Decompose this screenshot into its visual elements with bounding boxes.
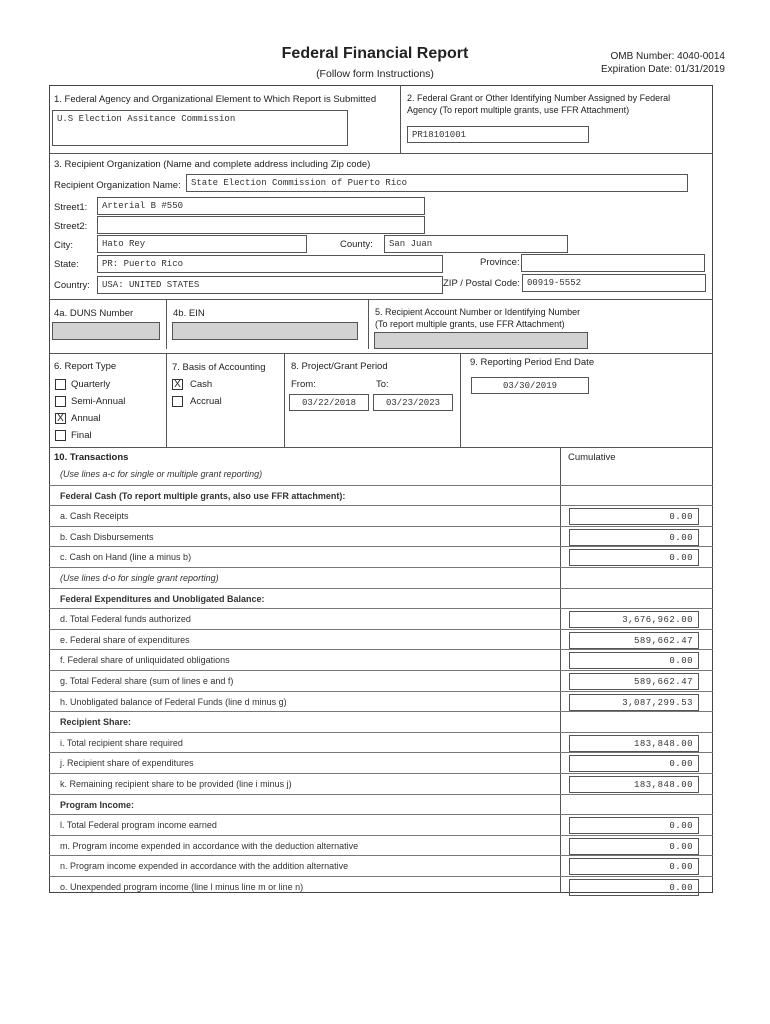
cumulative-value-field[interactable]: 0.00 [569,858,699,875]
cumulative-value-field[interactable]: 183,848.00 [569,776,699,793]
row-label: i. Total recipient share required [60,737,183,748]
option-quarterly[interactable] [55,376,125,393]
table-row [49,629,713,650]
cumulative-value-field[interactable]: 0.00 [569,529,699,546]
country-label: Country: [54,280,90,291]
table-row [49,670,713,691]
table-row [49,814,713,835]
table-row [49,876,713,897]
row-label: m. Program income expended in accordance with the deduction alternative [60,840,359,851]
table-row [49,855,713,876]
row-label: l. Total Federal program income earned [60,820,217,831]
city-field[interactable]: Hato Rey [97,235,307,253]
row-label: d. Total Federal funds authorized [60,614,191,625]
divider [166,299,167,349]
option-label: Quarterly [71,378,111,390]
option-label: Final [71,429,92,441]
report-type-label: 6. Report Type [54,361,117,372]
grant-number-field[interactable]: PR18101001 [407,126,589,143]
table-row [49,691,713,712]
city-label: City: [54,240,73,251]
cumulative-label: Cumulative [568,452,616,463]
cumulative-value-field[interactable]: 0.00 [569,549,699,566]
street1-field[interactable]: Arterial B #550 [97,197,425,215]
checkbox-semi-annual[interactable] [55,396,66,407]
period-end-field[interactable]: 03/30/2019 [471,377,589,394]
omb-block [575,50,725,76]
row-label: a. Cash Receipts [60,511,129,522]
province-field[interactable] [521,254,705,272]
row-label: c. Cash on Hand (line a minus b) [60,552,192,563]
divider [368,299,369,349]
org-name-label: Recipient Organization Name: [54,180,181,191]
street1-label: Street1: [54,202,88,213]
expiration-date: Expiration Date: 01/31/2019 [601,64,725,75]
checkbox-final[interactable] [55,430,66,441]
section2-label [407,92,670,116]
cumulative-value-field[interactable]: 183,848.00 [569,735,699,752]
table-row [49,526,713,547]
cumulative-value-field[interactable]: 0.00 [569,755,699,772]
table-row [49,608,713,629]
row-label: Program Income: [60,799,135,810]
cumulative-value-field[interactable]: 0.00 [569,652,699,669]
state-label: State: [54,259,79,270]
divider [49,153,713,154]
option-label: Annual [71,412,101,424]
form-title: Federal Financial Report [281,45,469,62]
row-label: Federal Expenditures and Unobligated Balance: [60,593,265,604]
divider [49,299,713,300]
section-heading-row [49,567,713,588]
street2-label: Street2: [54,221,88,232]
option-label: Accrual [190,395,222,407]
option-cash[interactable] [172,376,222,393]
option-final[interactable] [55,427,125,444]
from-label: From: [291,379,316,390]
account-label-line2: (To report multiple grants, use FFR Attachment) [375,319,565,329]
checkbox-annual[interactable]: X [55,413,66,424]
street2-field[interactable] [97,216,425,234]
cumulative-value-field[interactable]: 3,676,962.00 [569,611,699,628]
duns-field-redacted[interactable] [52,322,160,340]
section-heading-row [49,794,713,815]
row-label: Federal Cash (To report multiple grants, also use FFR attachment): [60,490,346,501]
option-annual[interactable] [55,410,125,427]
transactions-label: 10. Transactions [54,452,129,463]
section-heading-row [49,711,713,732]
divider [284,353,285,447]
cumulative-value-field[interactable]: 0.00 [569,817,699,834]
checkbox-accrual[interactable] [172,396,183,407]
divider [400,85,401,153]
row-label: k. Remaining recipient share to be provided (line i minus j) [60,779,292,789]
checkbox-cash[interactable]: X [172,379,183,390]
country-field[interactable]: USA: UNITED STATES [97,276,443,294]
row-label: n. Program income expended in accordance with the addition alternative [60,861,349,872]
divider [166,353,167,447]
ein-label: 4b. EIN [173,308,205,319]
section-heading-row [49,485,713,506]
account-label [375,306,580,330]
zip-field[interactable]: 00919-5552 [522,274,706,292]
row-label: b. Cash Disbursements [60,531,154,542]
row-label: j. Recipient share of expenditures [60,758,194,769]
section2-label-line2: Agency (To report multiple grants, use FFR Attachment) [407,105,630,115]
cumulative-value-field[interactable]: 589,662.47 [569,632,699,649]
divider [49,353,713,354]
basis-label: 7. Basis of Accounting [172,362,266,373]
option-label: Semi-Annual [71,395,126,407]
state-field[interactable]: PR: Puerto Rico [97,255,443,273]
account-label-line1: 5. Recipient Account Number or Identifying Number [375,307,581,317]
period-to-field[interactable]: 03/23/2023 [373,394,453,411]
county-label: County: [340,239,373,250]
duns-label: 4a. DUNS Number [54,308,134,319]
table-row [49,835,713,856]
cumulative-value-field[interactable]: 3,087,299.53 [569,694,699,711]
section-heading-row [49,464,713,485]
agency-field[interactable]: U.S Election Assitance Commission [52,110,348,146]
account-field-redacted[interactable] [374,332,588,349]
table-row [49,649,713,670]
row-label: (Use lines d-o for single grant reporting) [60,573,219,583]
table-row [49,773,713,794]
table-row [49,505,713,526]
province-label: Province: [480,257,520,268]
section3-label: 3. Recipient Organization (Name and complete address including Zip code) [54,159,371,170]
table-row [49,752,713,773]
org-name-field[interactable]: State Election Commission of Puerto Rico [186,174,688,192]
table-row [49,732,713,753]
period-from-field[interactable]: 03/22/2018 [289,394,369,411]
omb-number: OMB Number: 4040-0014 [610,51,725,62]
period-label: 8. Project/Grant Period [291,361,388,372]
report-type-options [55,376,125,444]
section2-label-line1: 2. Federal Grant or Other Identifying Number Assigned by Federal [407,93,671,103]
divider [460,353,461,447]
divider [49,447,713,448]
form-subtitle: (Follow form Instructions) [316,68,434,80]
zip-label: ZIP / Postal Code: [443,278,520,289]
row-label: g. Total Federal share (sum of lines e and f) [60,676,234,686]
row-label: f. Federal share of unliquidated obligations [60,655,230,666]
row-label: (Use lines a-c for single or multiple grant reporting) [60,469,263,479]
basis-options [172,376,222,410]
row-label: Recipient Share: [60,717,132,728]
cumulative-value-field[interactable]: 589,662.47 [569,673,699,690]
row-label: e. Federal share of expenditures [60,634,190,645]
section1-label: 1. Federal Agency and Organizational Element to Which Report is Submitted [54,94,377,105]
period-end-label: 9. Reporting Period End Date [470,357,595,368]
table-row [49,546,713,567]
cumulative-value-field[interactable]: 0.00 [569,508,699,525]
checkbox-quarterly[interactable] [55,379,66,390]
row-label: h. Unobligated balance of Federal Funds (line d minus g) [60,696,287,707]
option-accrual[interactable] [172,393,222,410]
cumulative-value-field[interactable]: 0.00 [569,879,699,896]
row-label: o. Unexpended program income (line l minus line m or line n) [60,882,304,892]
ein-field-redacted[interactable] [172,322,358,340]
section-heading-row [49,588,713,609]
option-label: Cash [190,378,213,390]
cumulative-value-field[interactable]: 0.00 [569,838,699,855]
to-label: To: [376,379,389,390]
option-semi-annual[interactable] [55,393,125,410]
county-field[interactable]: San Juan [384,235,568,253]
